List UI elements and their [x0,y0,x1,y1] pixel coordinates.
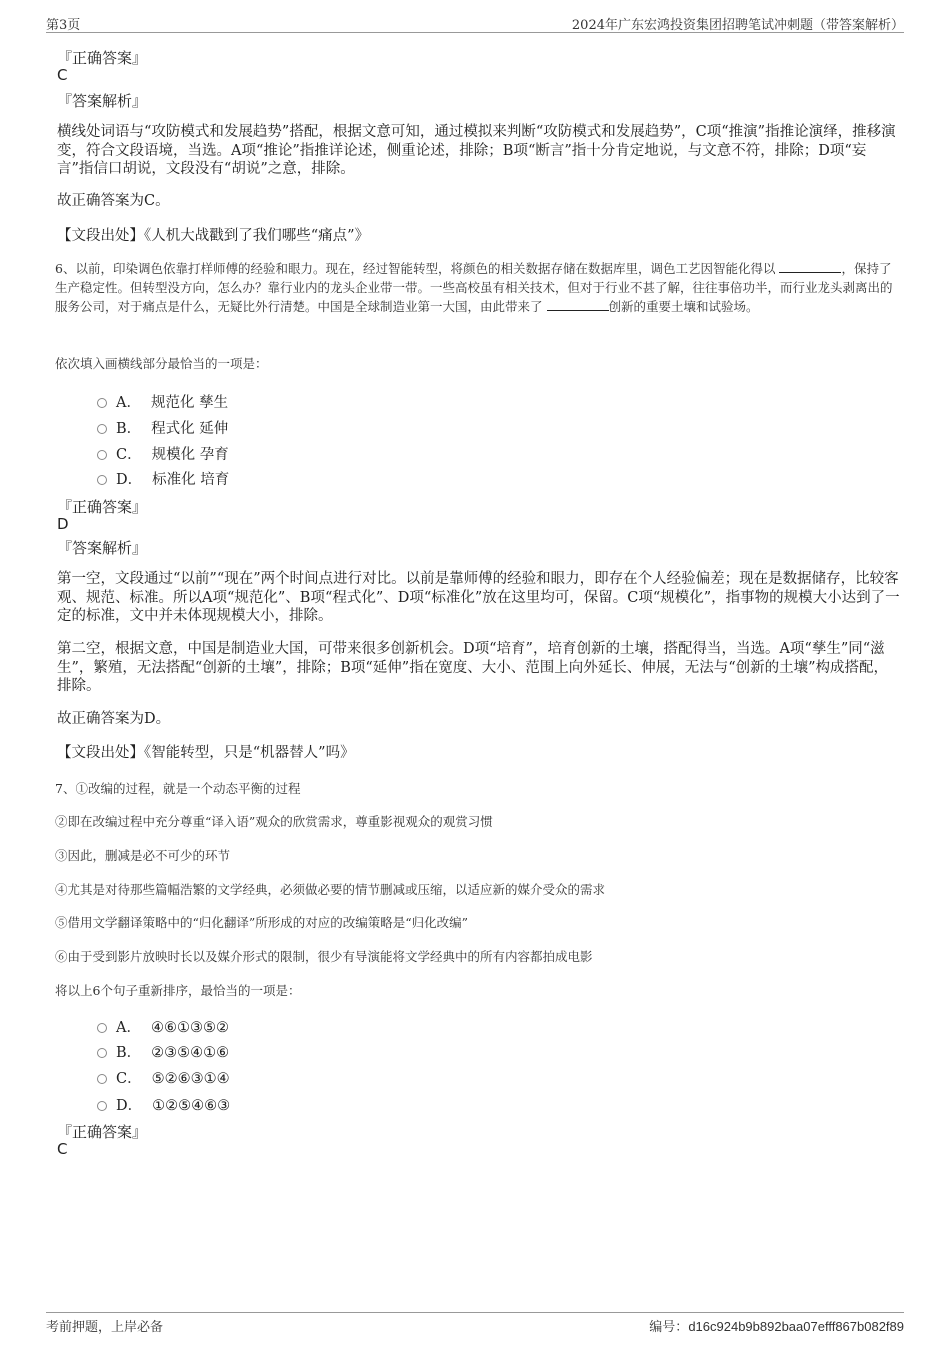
radio-icon[interactable] [97,450,107,460]
page-header [46,14,904,33]
option-d[interactable]: D． 标准化 培育 [97,468,229,489]
option-a[interactable]: A． 规范化 孳生 [97,391,228,412]
question-7-sentence: 7、①改编的过程，就是一个动态平衡的过程 [55,781,301,796]
analysis-label: 『答案解析』 [57,92,148,110]
option-c[interactable]: C． 规模化 孕育 [97,443,229,464]
correct-answer-value: D [57,515,69,533]
option-c[interactable]: C． ⑤②⑥③①④ [97,1067,230,1088]
correct-answer-value: C [57,1140,68,1158]
blank-1 [779,260,841,273]
correct-answer-label: 『正确答案』 [57,498,148,516]
blank-2 [547,298,609,311]
page-number: 第3页 [46,18,81,33]
question-7-prompt: 将以上6个句子重新排序，最恰当的一项是： [55,983,301,998]
question-6-prompt: 依次填入画横线部分最恰当的一项是： [55,356,268,371]
option-a[interactable]: A． ④⑥①③⑤② [97,1016,229,1037]
radio-icon[interactable] [97,398,107,408]
source-citation: 【文段出处】《智能转型，只是“机器替人”吗》 [57,745,355,761]
correct-answer-label: 『正确答案』 [57,1123,148,1141]
page-footer [46,1312,904,1333]
question-7-sentence: ⑥由于受到影片放映时长以及媒介形式的限制，很少有导演能将文学经典中的所有内容都拍成电影 [55,949,593,964]
radio-icon[interactable] [97,1101,107,1111]
radio-icon[interactable] [97,475,107,485]
analysis-paragraph: 第一空，文段通过“以前”“现在”两个时间点进行对比。以前是靠师傅的经验和眼力，即存在个人经验偏差；现在是数据储存，比较客观、规范、标准。所以A项“规范化”、B项“程式化”、D项“标准化”放在这里均可，保留。C项“规模化”，指事物的规模大小达到了一定的标准，文中并未体现规模大小，排除。 [57,571,900,624]
footer-slogan: 考前押题，上岸必备 [46,1320,164,1335]
analysis-paragraph: 第二空，根据文意，中国是制造业大国，可带来很多创新机会。D项“培育”，培育创新的土壤，搭配得当，当选。A项“孳生”同“滋生”，繁殖，无法搭配“创新的土壤”，排除；B项“延伸”指在宽度、大小、范围上向外延长、伸展，无法与“创新的土壤”构成搭配，排除。 [57,641,889,694]
document-code: 编号：d16c924b9b892baa07efff867b082f89 [649,1319,904,1335]
analysis-conclusion: 故正确答案为D。 [57,711,171,727]
analysis-paragraph: 横线处词语与“攻防模式和发展趋势”搭配，根据文意可知，通过模拟来判断“攻防模式和发展趋势”，C项“推演”指推论演绎，推移演变，符合文段语境，当选。A项“推论”指推详论述，侧重论述，排除；B项“断言”指十分肯定地说，与文意不符，排除；D项“妄言”指信口胡说，文段没有“胡说”之意，排除。 [57,124,896,177]
source-citation: 【文段出处】《人机大战戳到了我们哪些“痛点”》 [57,228,370,244]
question-7-sentence: ④尤其是对待那些篇幅浩繁的文学经典，必须做必要的情节删减或压缩，以适应新的媒介受众的需求 [55,882,606,897]
radio-icon[interactable] [97,1074,107,1084]
question-6-stem: 6、以前，印染调色依靠打样师傅的经验和眼力。现在，经过智能转型，将颜色的相关数据存储在数据库里，调色工艺因智能化得以 ，保持了生产稳定性。但转型没方向，怎么办？靠行业内的龙头企业带一带。一些高校虽有相关技术，但对于行业不甚了解，往往事倍功半，而行业龙头剥离出的服务公司，对于痛点是什么，无疑比外行清楚。中国是全球制造业第一大国，由此带来了 创新的重要土壤和试验场。 [55,261,893,314]
option-b[interactable]: B． 程式化 延伸 [97,417,228,438]
analysis-label: 『答案解析』 [57,539,148,557]
correct-answer-label: 『正确答案』 [57,49,148,67]
document-title: 2024年广东宏鸿投资集团招聘笔试冲刺题（带答案解析） [571,18,904,33]
question-7-sentence: ③因此，删减是必不可少的环节 [55,848,231,863]
question-7-sentence: ⑤借用文学翻译策略中的“归化翻译”所形成的对应的改编策略是“归化改编” [55,915,469,930]
option-b[interactable]: B． ②③⑤④①⑥ [97,1041,229,1062]
correct-answer-value: C [57,66,68,84]
analysis-conclusion: 故正确答案为C。 [57,193,170,209]
radio-icon[interactable] [97,1048,107,1058]
radio-icon[interactable] [97,1023,107,1033]
option-d[interactable]: D． ①②⑤④⑥③ [97,1094,230,1115]
radio-icon[interactable] [97,424,107,434]
question-7-sentence: ②即在改编过程中充分尊重“译入语”观众的欣赏需求，尊重影视观众的观赏习惯 [55,814,493,829]
